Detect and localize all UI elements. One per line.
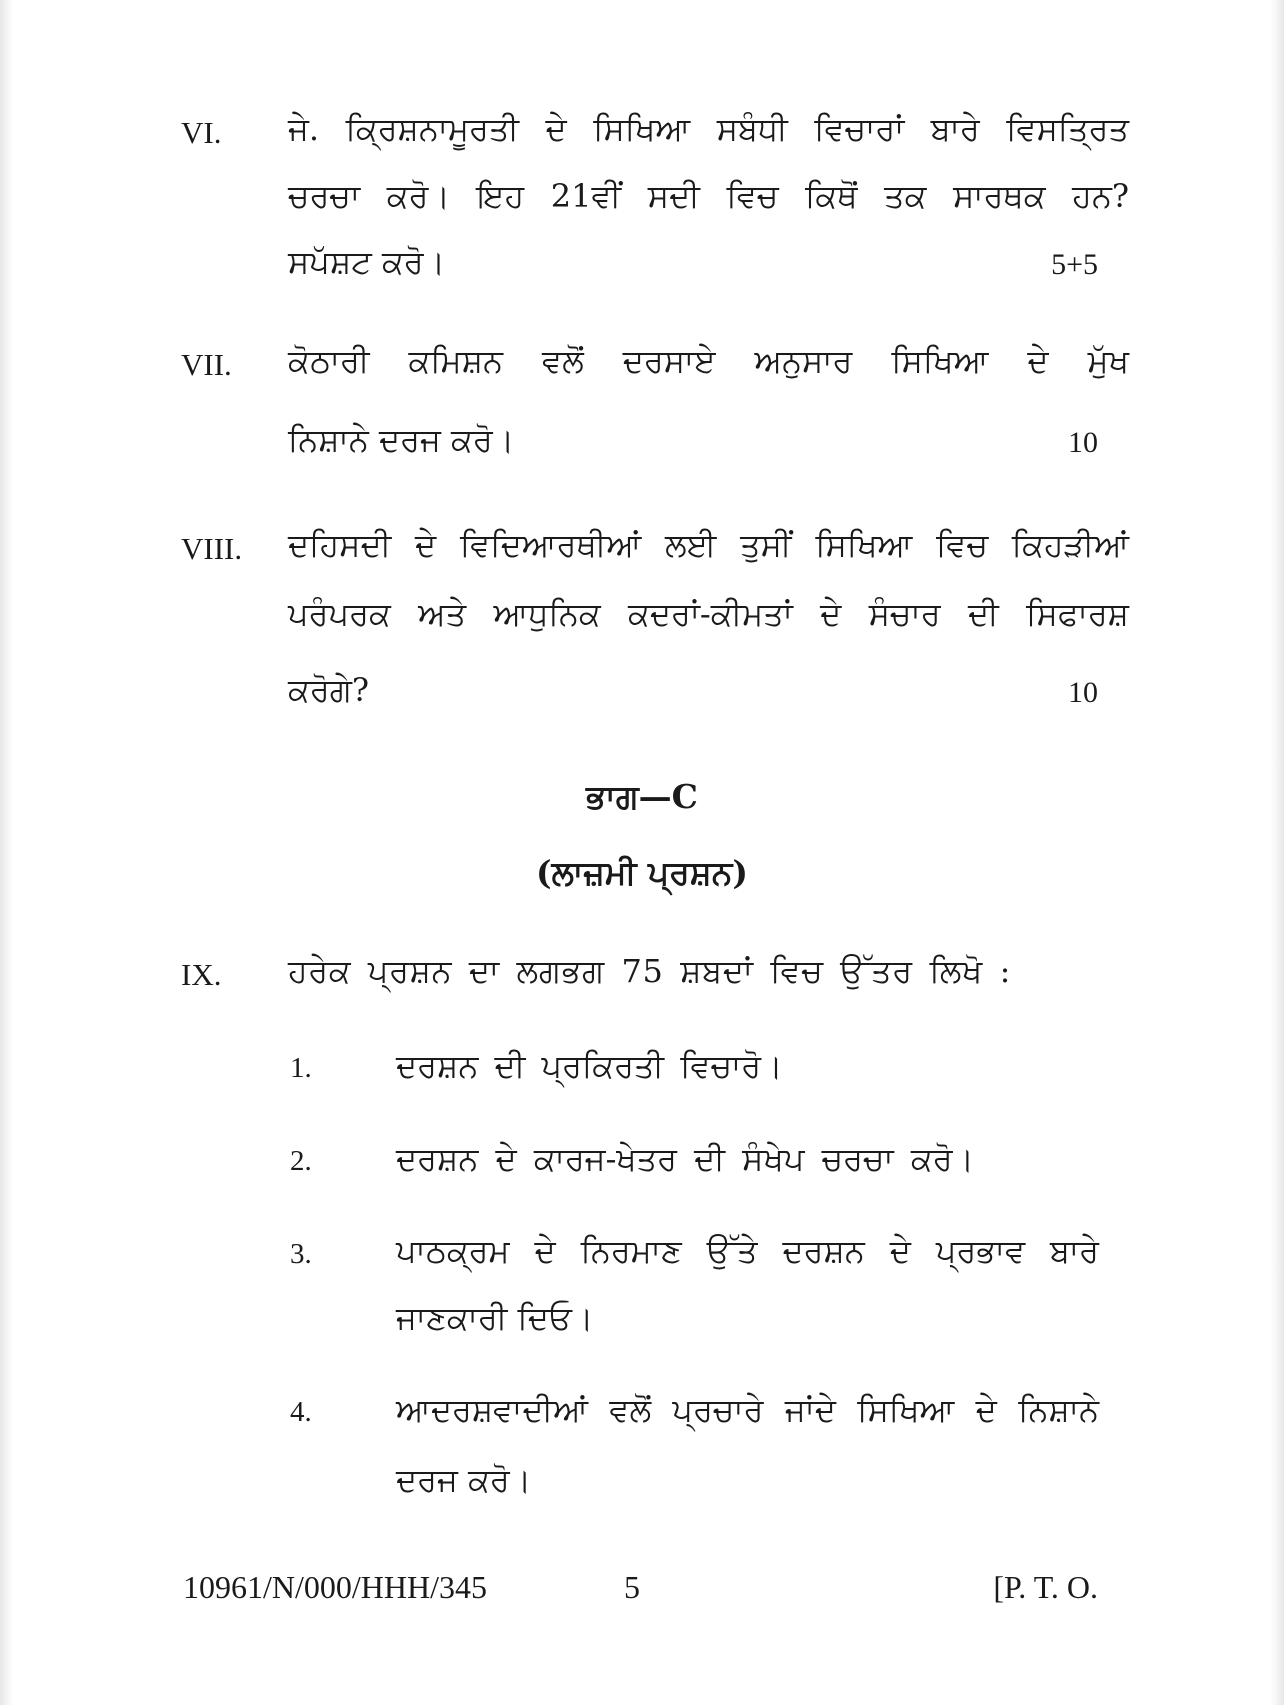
page-edge-right	[1270, 0, 1284, 1705]
sub-question-text: ਦਰਸ਼ਨ ਦੀ ਪ੍ਰਕਿਰਤੀ ਵਿਚਾਰੋ।	[396, 1047, 783, 1085]
sub-question-text: ਆਦਰਸ਼ਵਾਦੀਆਂ ਵਲੋਂ ਪ੍ਰਚਾਰੇ ਜਾਂਦੇ ਸਿਖਿਆ ਦੇ ਨਿਸ਼ਾਨੇ	[396, 1391, 1099, 1429]
section-subtitle: (ਲਾਜ਼ਮੀ ਪ੍ਰਸ਼ਨ)	[536, 853, 748, 892]
please-turn-over: [P. T. O.	[993, 1569, 1098, 1605]
sub-question-text: ਦਰਜ ਕਰੋ।	[396, 1461, 532, 1499]
sub-question-number: 4.	[290, 1396, 312, 1428]
question-marks: 10	[1068, 676, 1098, 709]
sub-question-number: 1.	[290, 1052, 312, 1084]
question-number: VII.	[181, 347, 232, 382]
question-text-line: ਸਪੱਸ਼ਟ ਕਰੋ।	[288, 243, 446, 281]
question-text-line: ਕਰੋਗੇ?	[288, 671, 370, 709]
question-number: VIII.	[181, 531, 243, 566]
question-marks: 5+5	[1051, 248, 1098, 281]
question-marks: 10	[1068, 426, 1098, 459]
question-text-line: ਕੋਠਾਰੀ ਕਮਿਸ਼ਨ ਵਲੋਂ ਦਰਸਾਏ ਅਨੁਸਾਰ ਸਿਖਿਆ ਦੇ ਮੁੱਖ	[288, 342, 1129, 380]
question-text-line: ਨਿਸ਼ਾਨੇ ਦਰਜ ਕਰੋ।	[288, 421, 515, 459]
sub-question-text: ਦਰਸ਼ਨ ਦੇ ਕਾਰਜ-ਖੇਤਰ ਦੀ ਸੰਖੇਪ ਚਰਚਾ ਕਰੋ।	[396, 1140, 975, 1178]
page-number: 5	[624, 1569, 640, 1605]
paper-code: 10961/N/000/HHH/345	[183, 1569, 487, 1605]
sub-question-number: 3.	[290, 1238, 312, 1270]
page-edge-left	[0, 0, 14, 1705]
question-number: VI.	[181, 115, 222, 150]
question-text-line: ਦਹਿਸਦੀ ਦੇ ਵਿਦਿਆਰਥੀਆਂ ਲਈ ਤੁਸੀਂ ਸਿਖਿਆ ਵਿਚ ਕਿਹੜੀਆਂ	[288, 526, 1129, 564]
question-text-line: ਚਰਚਾ ਕਰੋ। ਇਹ 21ਵੀਂ ਸਦੀ ਵਿਚ ਕਿਥੋਂ ਤਕ ਸਾਰਥਕ ਹਨ?	[288, 177, 1129, 215]
question-text-line: ਜੇ. ਕ੍ਰਿਸ਼ਨਾਮੂਰਤੀ ਦੇ ਸਿਖਿਆ ਸਬੰਧੀ ਵਿਚਾਰਾਂ ਬਾਰੇ ਵਿਸਤ੍ਰਿਤ	[288, 110, 1129, 148]
sub-question-number: 2.	[290, 1145, 312, 1177]
question-text-line: ਪਰੰਪਰਕ ਅਤੇ ਆਧੁਨਿਕ ਕਦਰਾਂ-ਕੀਮਤਾਂ ਦੇ ਸੰਚਾਰ ਦੀ ਸਿਫਾਰਸ਼	[288, 595, 1129, 633]
question-instruction: ਹਰੇਕ ਪ੍ਰਸ਼ਨ ਦਾ ਲਗਭਗ 75 ਸ਼ਬਦਾਂ ਵਿਚ ਉੱਤਰ ਲਿਖੋ :	[288, 952, 1012, 990]
sub-question-text: ਜਾਣਕਾਰੀ ਦਿਓ।	[396, 1299, 594, 1337]
section-title: ਭਾਗ—C	[586, 777, 698, 816]
question-number: IX.	[181, 957, 222, 992]
sub-question-text: ਪਾਠਕ੍ਰਮ ਦੇ ਨਿਰਮਾਣ ਉੱਤੇ ਦਰਸ਼ਨ ਦੇ ਪ੍ਰਭਾਵ ਬਾਰੇ	[396, 1232, 1099, 1270]
